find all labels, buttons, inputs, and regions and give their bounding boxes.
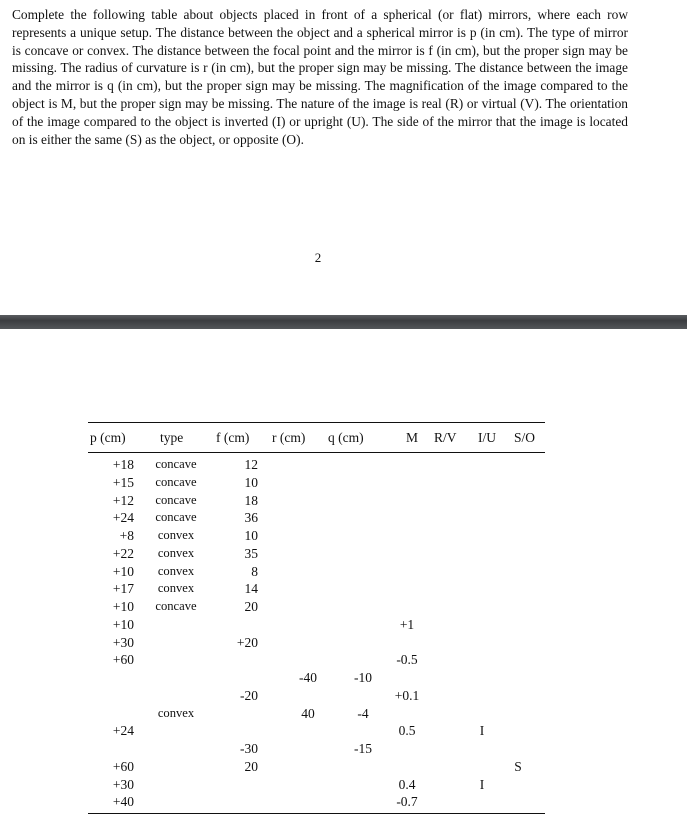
table-cell-p: +15 bbox=[112, 474, 134, 490]
table-cell-f: 36 bbox=[244, 510, 258, 526]
table-cell-type: convex bbox=[157, 563, 195, 578]
table-cell-type: convex bbox=[157, 705, 195, 720]
table-cell-p: +10 bbox=[112, 563, 134, 579]
table-cell-f: 35 bbox=[244, 545, 258, 561]
table-cell-m: +0.1 bbox=[394, 687, 420, 703]
table-cell-p: +24 bbox=[112, 723, 134, 739]
table-bottom-rule bbox=[88, 813, 545, 814]
table-cell-type: convex bbox=[157, 581, 195, 596]
table-cell-f: -30 bbox=[240, 741, 258, 756]
table-cell-r: 40 bbox=[301, 705, 315, 721]
table-cell-p: +8 bbox=[119, 528, 134, 543]
table-cell-q: -4 bbox=[357, 705, 369, 721]
header-type: type bbox=[160, 430, 184, 445]
header-f: f (cm) bbox=[216, 430, 250, 445]
table-cell-p: +10 bbox=[112, 599, 134, 614]
header-q: q (cm) bbox=[328, 430, 364, 445]
table-cell-type: convex bbox=[157, 545, 195, 560]
table-cell-p: +22 bbox=[112, 545, 134, 561]
table-cell-f: 8 bbox=[251, 563, 258, 579]
header-so: S/O bbox=[514, 430, 536, 445]
table-cell-r: -40 bbox=[299, 670, 317, 685]
table-cell-m: -0.5 bbox=[396, 652, 418, 668]
table-cell-q: -15 bbox=[354, 741, 372, 756]
table-cell-p: +60 bbox=[112, 652, 134, 668]
table-cell-p: +18 bbox=[112, 457, 134, 472]
header-rv: R/V bbox=[434, 430, 457, 445]
table-cell-f: 12 bbox=[244, 457, 258, 472]
table-cell-f: +20 bbox=[236, 634, 258, 650]
table-cell-p: +17 bbox=[112, 581, 134, 597]
table-cell-m: 0.4 bbox=[398, 776, 416, 792]
table-cell-type: concave bbox=[155, 599, 197, 613]
header-p: p (cm) bbox=[90, 430, 126, 445]
table-cell-m: +1 bbox=[399, 616, 415, 632]
table-cell-q: -10 bbox=[354, 670, 372, 685]
table-cell-f: 10 bbox=[244, 528, 258, 543]
page-number: 2 bbox=[314, 250, 322, 265]
header-r: r (cm) bbox=[272, 430, 306, 445]
table-cell-f: 18 bbox=[244, 492, 258, 508]
table-cell-f: 10 bbox=[244, 474, 258, 490]
table-cell-type: concave bbox=[155, 492, 197, 507]
table-cell-f: 14 bbox=[244, 581, 258, 597]
table-top-rule bbox=[88, 422, 545, 423]
table-cell-p: +12 bbox=[112, 492, 134, 508]
page-separator-band bbox=[0, 315, 687, 329]
table-cell-iu: I bbox=[479, 723, 485, 739]
table-cell-p: +30 bbox=[112, 634, 134, 650]
problem-statement: Complete the following table about objects placed in front of a spherical (or flat) mirrors, where each row represents a unique setup. The distance between the object and a spherical mirror is p (in cm). The type of mirror is concave or convex. The distance between the focal point and the mirror is f (in cm), but the proper sign may be missing. The radius of curvature is r (in cm), but the proper sign may be missing. The distance between the image and the mirror is q (in cm), but the proper sign may be missing. The magnification of the image compared to the object is M, but the proper sign may be missing. The nature of the image is real (R) or virtual (V). The orientation of the image compared to the object is inverted (I) or upright (U). The side of the mirror that the image is located on is either the same (S) as the object, or opposite (O). bbox=[12, 7, 628, 147]
table-header-rule bbox=[88, 452, 545, 453]
table-cell-p: +40 bbox=[112, 794, 134, 810]
table-cell-m: 0.5 bbox=[398, 723, 416, 739]
header-iu: I/U bbox=[478, 430, 496, 445]
table-cell-f: 20 bbox=[244, 599, 258, 614]
table-cell-type: convex bbox=[157, 528, 195, 542]
table-cell-type: concave bbox=[155, 457, 197, 471]
table-cell-f: -20 bbox=[240, 687, 258, 703]
table-cell-p: +10 bbox=[112, 616, 134, 632]
table-cell-p: +24 bbox=[112, 510, 134, 526]
table-cell-type: concave bbox=[155, 510, 197, 525]
table-cell-f: 20 bbox=[244, 758, 258, 774]
table-cell-iu: I bbox=[479, 776, 485, 792]
table-cell-p: +60 bbox=[112, 758, 134, 774]
table-cell-p: +30 bbox=[112, 776, 134, 792]
table-cell-type: concave bbox=[155, 474, 197, 489]
table-cell-so: S bbox=[514, 758, 522, 774]
header-m: M bbox=[406, 430, 419, 445]
table-cell-m: -0.7 bbox=[396, 794, 418, 810]
